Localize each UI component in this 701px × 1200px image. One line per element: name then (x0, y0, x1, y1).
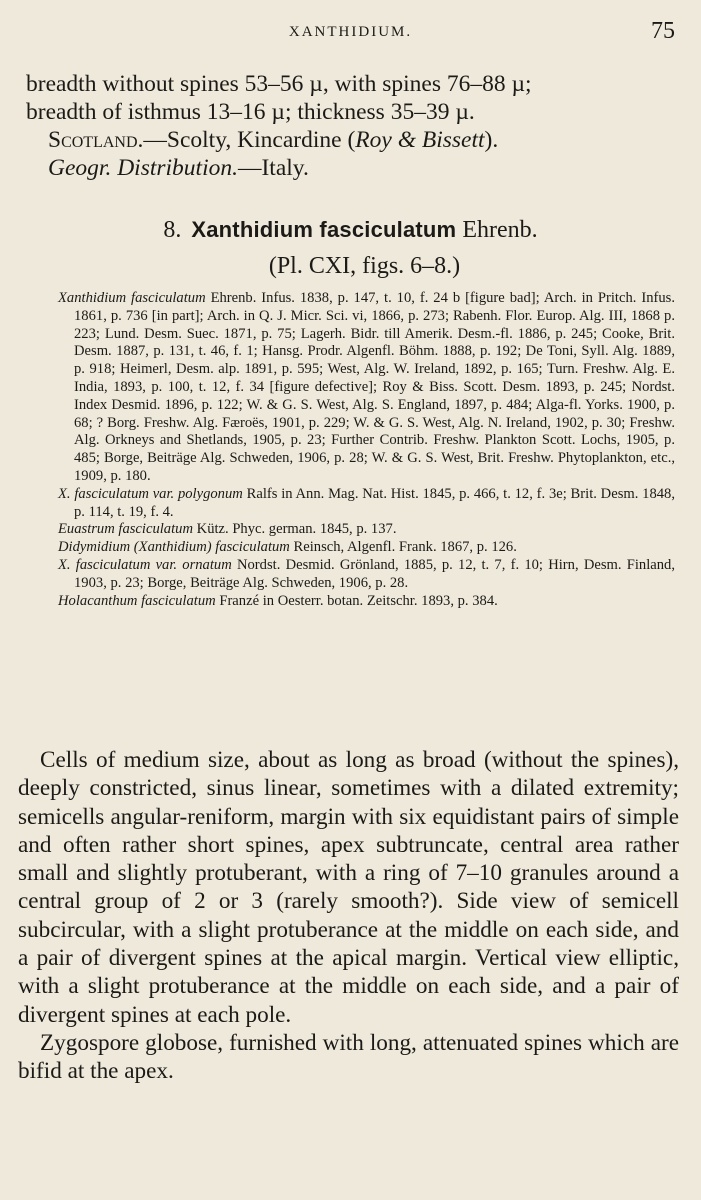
scotland-locality (26, 126, 677, 154)
scotland-authors: Roy & Bissett (355, 127, 485, 153)
synonym-citation: Ehrenb. Infus. 1838, p. 147, t. 10, f. 24 b [figure bad]; Arch. in Pritch. Infus. 1861, p. 736 [in part]; Arch. in Q. J. Micr. Sci. vi, 1866, p. 273; Rabenh. Flor. Europ. Alg. III, 1868 p. 223; Lund. Desm. Suec. 1871, p. 75; Lagerh. Bidr. till Amerik. Desm.-fl. 1886, p. 245; Cooke, Brit. Desm. 1887, p. 131, t. 46, f. 1; Hansg. Prodr. Algenfl. Böhm. 1888, p. 192; De Toni, Syll. Alg. 1889, p. 918; Heimerl, Desm. alp. 1891, p. 595; West, Alg. W. Ireland, 1892, p. 165; Turn. Freshw. Alg. E. India, 1893, p. 100, t. 12, f. 34 [figure defective]; Roy & Biss. Scott. Desm. 1893, p. 245; Nordst. Index Desmid. 1896, p. 122; W. & G. S. West, Alg. S. England, 1897, p. 484; Alga-fl. Yorks. 1900, p. 68; ? Borg. Freshw. Alg. Færoës, 1901, p. 229; W. & G. S. West, Alg. N. Ireland, 1902, p. 30; Freshw. Alg. Orkneys and Shetlands, 1905, p. 23; Further Contrib. Freshw. Plankton Scott. Lochs, 1905, p. 485; Borge, Beiträge Alg. Schweden, 1906, p. 28; W. & G. S. West, Brit. Freshw. Phytoplankton, etc., 1909, p. 180. (74, 290, 675, 484)
scotland-close: ). (484, 127, 499, 153)
species-description (18, 746, 679, 1086)
synonym-name: Didymidium (Xanthidium) fasciculatum (58, 539, 290, 556)
distribution-text: —Italy. (237, 155, 309, 181)
synonymy-list (58, 290, 675, 610)
page-number: 75 (651, 18, 675, 44)
running-head (0, 16, 701, 46)
synonymy-entry (58, 593, 675, 611)
species-heading (0, 212, 701, 284)
synonym-citation: Ralfs in Ann. Mag. Nat. Hist. 1845, p. 466, t. 12, f. 3e; Brit. Desm. 1848, p. 114, t. 19, f. 4. (74, 485, 675, 520)
distribution-label: Geogr. Distribution. (48, 155, 238, 181)
species-author: Ehrenb. (462, 217, 538, 243)
synonymy-entry (58, 486, 675, 522)
synonym-name: X. fasciculatum var. ornatum (58, 556, 232, 573)
measurement-line-1: breadth without spines 53–56 µ, with spines 76–88 µ; (26, 71, 532, 97)
synonym-citation: Nordst. Desmid. Grönland, 1885, p. 12, t. 7, f. 10; Hirn, Desm. Finland, 1903, p. 23; Borge, Beiträge Alg. Schweden, 1906, p. 28. (74, 556, 675, 591)
description-paragraph: Cells of medium size, about as long as broad (without the spines), deeply constricted, sinus linear, sometimes with a dilated extremity; semicells angular-reniform, margin with six equidistant pairs of simple and often rather short spines, apex subtruncate, central area rather small and slightly protuberant, with a ring of 7–10 granules around a central group of 2 or 3 (rarely smooth?). Side view of semicell subcircular, with a slight protuberance at the middle on each side, and a pair of divergent spines at the apical margin. Vertical view elliptic, with a slight protuberance at the middle on each side, and a pair of divergent spines at each pole. (18, 747, 679, 1028)
synonym-citation: Reinsch, Algenfl. Frank. 1867, p. 126. (289, 539, 517, 556)
synonym-name: Xanthidium fasciculatum (58, 290, 206, 306)
scotland-text: —Scolty, Kincardine ( (143, 127, 356, 153)
scotland-label: Scotland. (48, 127, 144, 153)
synonymy-entry (58, 290, 675, 486)
species-number: 8. (163, 217, 182, 243)
zygospore-paragraph: Zygospore globose, furnished with long, attenuated spines which are bifid at the apex. (18, 1029, 679, 1085)
measurement-line-2: breadth of isthmus 13–16 µ; thickness 35–39 µ. (26, 99, 475, 125)
synonym-name: Holacanthum fasciculatum (58, 592, 216, 609)
plate-reference: (Pl. CXI, figs. 6–8.) (268, 253, 461, 279)
synonym-citation: Kütz. Phyc. german. 1845, p. 137. (193, 521, 397, 538)
synonymy-entry (58, 557, 675, 593)
synonymy-entry (58, 521, 675, 539)
running-head-title: XANTHIDIUM. (288, 24, 413, 40)
synonymy-entry (58, 539, 675, 557)
synonym-name: Euastrum fasciculatum (58, 521, 193, 538)
species-name: Xanthidium fasciculatum (191, 217, 457, 242)
previous-species-continuation (26, 70, 677, 182)
synonym-citation: Franzé in Oesterr. botan. Zeitschr. 1893, p. 384. (215, 592, 498, 609)
synonym-name: X. fasciculatum var. polygonum (58, 485, 243, 502)
geographic-distribution (26, 154, 677, 182)
